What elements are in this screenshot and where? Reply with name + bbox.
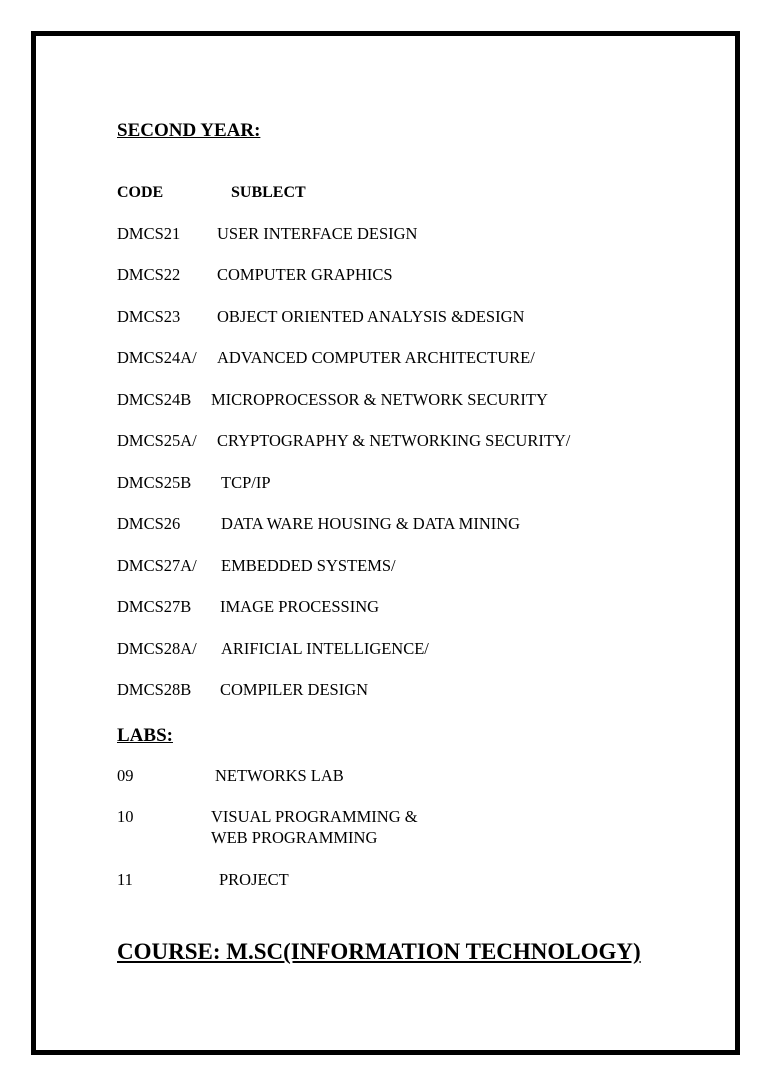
lab-name: NETWORKS LAB	[215, 766, 344, 785]
subject-name: ARIFICIAL INTELLIGENCE/	[221, 639, 429, 658]
labs-title: LABS:	[117, 725, 173, 746]
subject-name: CRYPTOGRAPHY & NETWORKING SECURITY/	[217, 431, 571, 450]
subject-code: DMCS28B	[117, 680, 192, 699]
subject-name: TCP/IP	[221, 473, 271, 492]
subject-code: DMCS22	[117, 265, 181, 284]
subject-code: DMCS26	[117, 514, 181, 533]
subject-name: COMPUTER GRAPHICS	[217, 265, 393, 284]
section-title: SECOND YEAR:	[117, 120, 261, 141]
subject-code: DMCS25A/	[117, 431, 197, 450]
subject-name: OBJECT ORIENTED ANALYSIS &DESIGN	[217, 307, 525, 326]
subject-code: DMCS27A/	[117, 556, 197, 575]
subject-name: IMAGE PROCESSING	[220, 597, 380, 616]
subject-code: DMCS24B	[117, 390, 192, 409]
subject-name: DATA WARE HOUSING & DATA MINING	[221, 514, 521, 533]
subject-code: DMCS21	[117, 224, 181, 243]
lab-name-line1: VISUAL PROGRAMMING &	[211, 807, 418, 826]
subject-name: ADVANCED COMPUTER ARCHITECTURE/	[217, 348, 535, 367]
subject-name: EMBEDDED SYSTEMS/	[221, 556, 396, 575]
subject-name: USER INTERFACE DESIGN	[217, 224, 418, 243]
column-header-subject: SUBLECT	[231, 184, 306, 201]
subject-code: DMCS28A/	[117, 639, 197, 658]
lab-number: 10	[117, 807, 134, 826]
subject-code: DMCS24A/	[117, 348, 197, 367]
subject-code: DMCS23	[117, 307, 181, 326]
subject-code: DMCS27B	[117, 597, 192, 616]
course-title: COURSE: M.SC(INFORMATION TECHNOLOGY)	[117, 939, 641, 964]
lab-number: 11	[117, 870, 133, 889]
subject-name: MICROPROCESSOR & NETWORK SECURITY	[211, 390, 548, 409]
lab-number: 09	[117, 766, 134, 785]
lab-name: PROJECT	[219, 870, 289, 889]
subject-name: COMPILER DESIGN	[220, 680, 369, 699]
subject-code: DMCS25B	[117, 473, 192, 492]
column-header-code: CODE	[117, 184, 164, 201]
lab-name-line2: WEB PROGRAMMING	[211, 828, 378, 847]
